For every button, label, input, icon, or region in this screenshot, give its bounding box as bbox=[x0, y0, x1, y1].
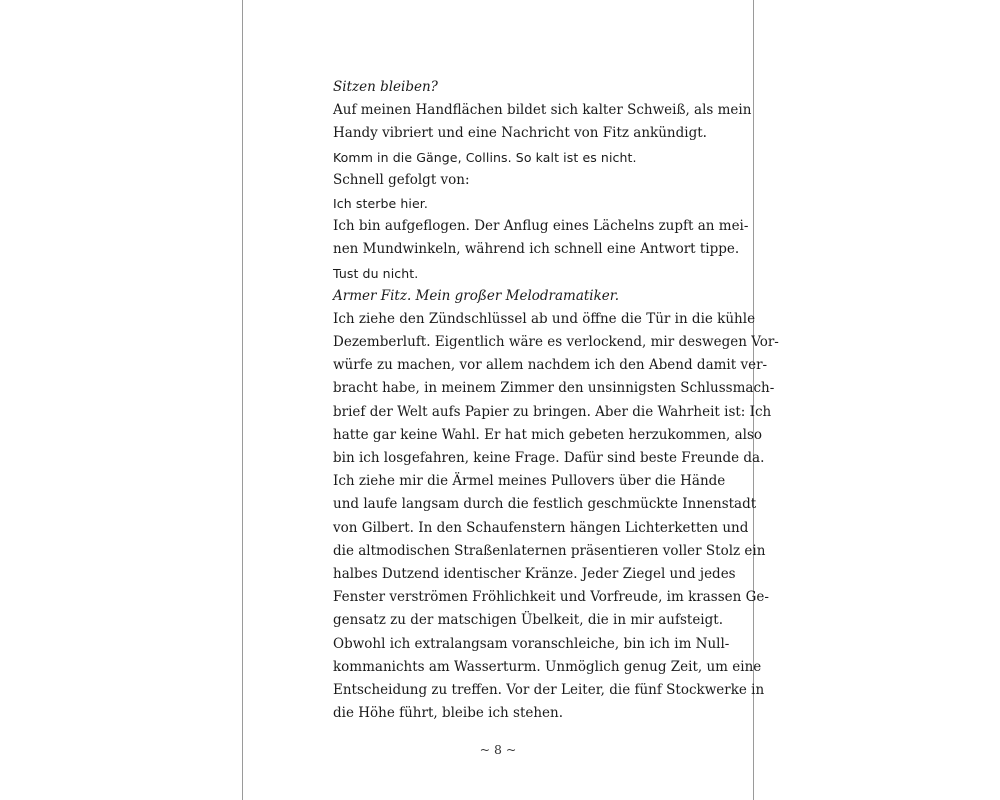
text-line: hatte gar keine Wahl. Er hat mich gebeten herzukommen, also bbox=[333, 426, 763, 443]
text-line: Handy vibriert und eine Nachricht von Fitz ankündigt. bbox=[333, 125, 707, 142]
text-line: nen Mundwinkeln, während ich schnell eine Antwort tippe. bbox=[333, 241, 740, 258]
text-line: Ich bin aufgeflogen. Der Anflug eines Lächelns zupft an mei- bbox=[333, 218, 749, 235]
text-line: die altmodischen Straßenlaternen präsentieren voller Stolz ein bbox=[333, 542, 766, 559]
text-line: Sitzen bleiben? bbox=[333, 79, 438, 95]
text-line: würfe zu machen, vor allem nachdem ich den Abend damit ver- bbox=[333, 357, 768, 374]
text-line: kommanichts am Wasserturm. Unmöglich genug Zeit, um eine bbox=[333, 658, 762, 675]
text-line: Obwohl ich extralangsam voranschleiche, bin ich im Null- bbox=[333, 635, 730, 652]
text-line: halbes Dutzend identischer Kränze. Jeder Ziegel und jedes bbox=[333, 565, 736, 582]
paragraph bbox=[333, 633, 765, 726]
paragraph bbox=[333, 99, 752, 145]
text-line: brief der Welt aufs Papier zu bringen. Aber die Wahrheit ist: Ich bbox=[333, 403, 772, 420]
text-line: bracht habe, in meinem Zimmer den unsinnigsten Schlussmach- bbox=[333, 380, 775, 397]
text-message bbox=[333, 192, 696, 215]
book-page bbox=[242, 0, 779, 800]
text-line: Komm in die Gänge, Collins. So kalt ist es nicht. bbox=[333, 149, 637, 165]
text-message bbox=[333, 146, 696, 169]
text-line: gensatz zu der matschigen Übelkeit, die in mir aufsteigt. bbox=[333, 612, 723, 629]
text-line: Dezemberluft. Eigentlich wäre es verlockend, mir deswegen Vor- bbox=[333, 334, 779, 351]
text-line: Ich ziehe mir die Ärmel meines Pullovers über die Hände bbox=[333, 473, 726, 490]
text-line: Schnell gefolgt von: bbox=[333, 171, 470, 188]
paragraph bbox=[333, 308, 779, 470]
page-number: ~ 8 ~ bbox=[479, 742, 517, 757]
paragraph bbox=[333, 470, 769, 632]
text-line: Armer Fitz. Mein großer Melodramatiker. bbox=[333, 287, 620, 304]
text-line: Fenster verströmen Fröhlichkeit und Vorfreude, im krassen Ge- bbox=[333, 589, 769, 606]
paragraph bbox=[333, 169, 696, 192]
text-line: bin ich losgefahren, keine Frage. Dafür sind beste Freunde da. bbox=[333, 450, 765, 466]
page-body-text bbox=[333, 76, 779, 725]
paragraph bbox=[333, 215, 749, 261]
text-line: die Höhe führt, bleibe ich stehen. bbox=[333, 705, 564, 722]
paragraph bbox=[333, 76, 696, 99]
text-line: Auf meinen Handflächen bildet sich kalter Schweiß, als mein bbox=[333, 102, 752, 119]
text-line: Ich sterbe hier. bbox=[333, 195, 428, 211]
text-line: und laufe langsam durch die festlich geschmückte Innenstadt bbox=[333, 496, 757, 513]
text-line: Ich ziehe den Zündschlüssel ab und öffne die Tür in die kühle bbox=[333, 310, 756, 327]
text-message bbox=[333, 262, 696, 285]
paragraph bbox=[333, 285, 696, 308]
text-line: Entscheidung zu treffen. Vor der Leiter, die fünf Stockwerke in bbox=[333, 681, 765, 698]
text-line: Tust du nicht. bbox=[333, 265, 419, 281]
text-line: von Gilbert. In den Schaufenstern hängen Lichterketten und bbox=[333, 519, 749, 536]
